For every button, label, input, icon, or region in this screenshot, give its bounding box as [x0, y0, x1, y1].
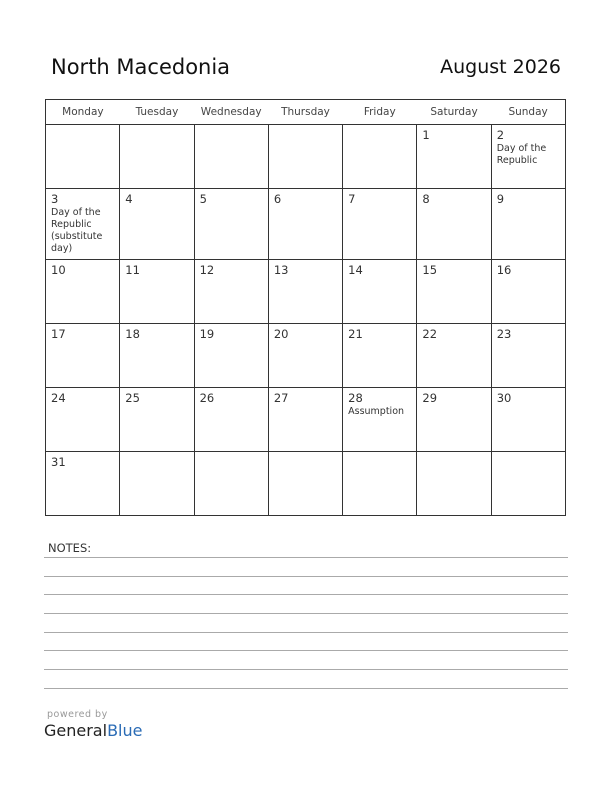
day-number: 8 — [422, 192, 430, 206]
notes-line — [44, 632, 568, 633]
day-cell — [120, 388, 194, 452]
day-cell — [343, 260, 417, 324]
day-number: 18 — [125, 327, 140, 341]
day-number: 11 — [125, 263, 140, 277]
brand-logo[interactable] — [44, 721, 142, 740]
day-cell — [194, 388, 268, 452]
brand-name-part1: General — [44, 721, 108, 740]
day-cell — [120, 260, 194, 324]
day-number: 26 — [199, 391, 215, 405]
day-number: 19 — [199, 327, 215, 341]
holiday-label: Assumption — [348, 406, 405, 417]
day-number: 7 — [348, 192, 356, 206]
day-cell — [194, 452, 268, 516]
notes-label: NOTES: — [48, 541, 92, 555]
day-cell — [491, 125, 565, 189]
day-number: 27 — [273, 391, 289, 405]
day-number: 9 — [496, 192, 505, 206]
day-cell — [46, 125, 120, 189]
day-number: 6 — [273, 192, 282, 206]
day-cell — [268, 452, 342, 516]
notes-line — [44, 613, 568, 614]
notes-line — [44, 594, 568, 595]
day-number: 1 — [422, 128, 430, 142]
day-cell — [120, 125, 194, 189]
weekday-header: Wednesday — [194, 100, 268, 125]
calendar-grid — [45, 99, 566, 516]
day-number: 24 — [51, 391, 66, 405]
day-cell — [46, 324, 120, 388]
day-number: 23 — [496, 327, 512, 341]
day-cell — [491, 388, 565, 452]
weekday-header: Friday — [343, 100, 417, 125]
weekday-header: Monday — [46, 100, 120, 125]
day-cell — [343, 452, 417, 516]
day-cell — [268, 125, 342, 189]
day-number: 30 — [496, 391, 512, 405]
day-number: 28 — [348, 391, 363, 405]
day-cell — [120, 452, 194, 516]
day-cell — [343, 189, 417, 260]
day-cell — [46, 260, 120, 324]
day-number: 4 — [125, 192, 133, 206]
day-cell — [417, 452, 491, 516]
day-number: 13 — [273, 263, 289, 277]
day-cell — [343, 324, 417, 388]
day-cell — [343, 125, 417, 189]
notes-line — [44, 576, 568, 577]
powered-by-text: powered by — [47, 709, 108, 720]
weekday-header: Tuesday — [120, 100, 194, 125]
day-cell — [268, 388, 342, 452]
day-number: 31 — [51, 455, 66, 469]
week-row — [46, 189, 566, 260]
day-cell — [268, 324, 342, 388]
day-cell — [417, 324, 491, 388]
day-number: 15 — [422, 263, 438, 277]
day-number: 17 — [51, 327, 66, 341]
day-number: 14 — [348, 263, 363, 277]
day-cell — [268, 260, 342, 324]
weekday-header: Sunday — [491, 100, 565, 125]
notes-line — [44, 557, 568, 558]
day-cell — [46, 388, 120, 452]
day-number: 25 — [125, 391, 140, 405]
week-row — [46, 452, 566, 516]
day-cell — [491, 189, 565, 260]
week-row — [46, 388, 566, 452]
day-cell — [343, 388, 417, 452]
day-cell — [120, 324, 194, 388]
holiday-label: Day of the Republic (substitute day) — [51, 207, 103, 254]
day-number: 29 — [422, 391, 438, 405]
day-cell — [491, 452, 565, 516]
weekday-header: Thursday — [268, 100, 342, 125]
day-number: 20 — [273, 327, 289, 341]
country-title: North Macedonia — [51, 55, 231, 79]
day-cell — [417, 260, 491, 324]
day-number: 3 — [51, 192, 59, 206]
notes-line — [44, 688, 568, 689]
week-row — [46, 125, 566, 189]
day-cell — [194, 324, 268, 388]
day-number: 10 — [51, 263, 66, 277]
day-cell — [46, 452, 120, 516]
notes-line — [44, 650, 568, 651]
day-number: 21 — [348, 327, 363, 341]
day-cell — [268, 189, 342, 260]
weekday-header: Saturday — [417, 100, 491, 125]
weekday-header-row — [46, 100, 566, 125]
day-cell — [46, 189, 120, 260]
week-row — [46, 324, 566, 388]
day-cell — [120, 189, 194, 260]
day-number: 16 — [496, 263, 512, 277]
month-title: August 2026 — [440, 56, 561, 78]
holiday-label: Day of the Republic — [496, 143, 547, 166]
notes-line — [44, 669, 568, 670]
day-cell — [417, 189, 491, 260]
day-cell — [491, 260, 565, 324]
week-row — [46, 260, 566, 324]
day-number: 12 — [199, 263, 215, 277]
brand-name-part2: Blue — [107, 721, 143, 740]
day-number: 2 — [496, 128, 505, 142]
day-number: 5 — [199, 192, 207, 206]
day-cell — [491, 324, 565, 388]
day-cell — [194, 260, 268, 324]
day-cell — [194, 125, 268, 189]
day-cell — [417, 125, 491, 189]
day-cell — [417, 388, 491, 452]
day-cell — [194, 189, 268, 260]
day-number: 22 — [422, 327, 438, 341]
